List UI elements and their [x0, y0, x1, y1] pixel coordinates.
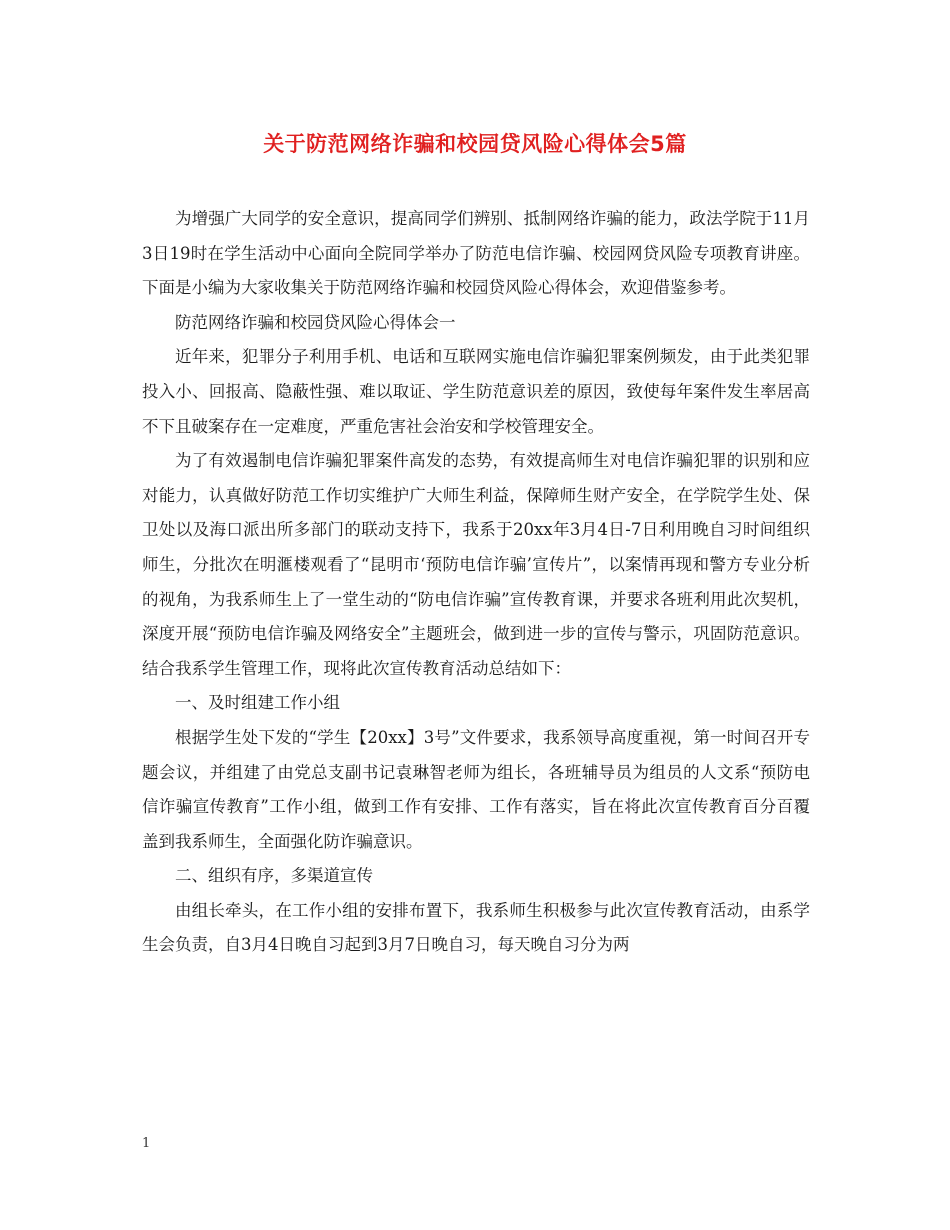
paragraph-intro: 为增强广大同学的安全意识，提高同学们辨别、抵制网络诈骗的能力，政法学院于11月3日19时在学生活动中心面向全院同学举办了防范电信诈骗、校园网贷风险专项教育讲座。下面是小编为大家收集关于防范网络诈骗和校园贷风险心得体会，欢迎借鉴参考。: [142, 209, 810, 298]
document-body: [142, 202, 810, 963]
paragraph-background: 近年来，犯罪分子利用手机、电话和互联网实施电信诈骗犯罪案例频发，由于此类犯罪投入小、回报高、隐蔽性强、难以取证、学生防范意识差的原因，致使每年案件发生率居高不下且破案存在一定难度，严重危害社会治安和学校管理安全。: [142, 347, 810, 436]
paragraph-publicity: 由组长牵头，在工作小组的安排布置下，我系师生积极参与此次宣传教育活动，由系学生会负责，自3月4日晚自习起到3月7日晚自习，每天晚自习分为两: [142, 900, 810, 955]
page-number: 1: [142, 1136, 151, 1151]
paragraph-work-group: 根据学生处下发的“学生【20xx】3号”文件要求，我系领导高度重视，第一时间召开专题会议，并组建了由党总支副书记袁琳智老师为组长，各班辅导员为组员的人文系“预防电信诈骗宣传教育”工作小组，做到工作有安排、工作有落实，旨在将此次宣传教育百分百覆盖到我系师生，全面强化防诈骗意识。: [142, 727, 810, 851]
section-heading-publicity: 二、组织有序，多渠道宣传: [175, 866, 373, 886]
section-heading-part-one: 防范网络诈骗和校园贷风险心得体会一: [175, 312, 456, 332]
section-heading-work-group: 一、及时组建工作小组: [175, 693, 340, 713]
document-title: 关于防范网络诈骗和校园贷风险心得体会5篇: [263, 132, 687, 156]
paragraph-activity: 为了有效遏制电信诈骗犯罪案件高发的态势，有效提高师生对电信诈骗犯罪的识别和应对能力，认真做好防范工作切实维护广大师生利益，保障师生财产安全，在学院学生处、保卫处以及海口派出所多部门的联动支持下，我系于20xx年3月4日-7日利用晚自习时间组织师生，分批次在明滙楼观看了“昆明市‘预防电信诈骗’宣传片”，以案情再现和警方专业分析的视角，为我系师生上了一堂生动的“防电信诈骗”宣传教育课，并要求各班利用此次契机，深度开展“预防电信诈骗及网络安全”主题班会，做到进一步的宣传与警示，巩固防范意识。结合我系学生管理工作，现将此次宣传教育活动总结如下：: [142, 451, 810, 678]
